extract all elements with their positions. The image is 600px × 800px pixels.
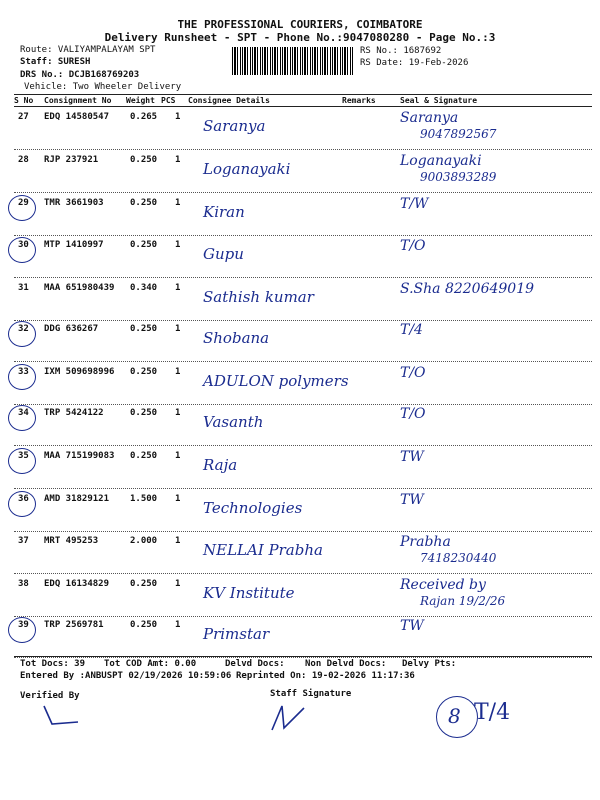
- row-weight: 0.250: [130, 367, 158, 377]
- row-sno: 31: [18, 283, 29, 293]
- row-consignee: ADULON polymers: [203, 372, 349, 390]
- row-sno: 38: [18, 579, 29, 589]
- row-signature: T/4: [400, 322, 423, 338]
- row-consignment: EDQ 16134829: [44, 579, 110, 589]
- tot-docs: Tot Docs: 39: [20, 659, 86, 669]
- row-divider: [14, 445, 592, 446]
- col-sno: S No: [14, 96, 34, 105]
- row-signature: Received by: [400, 577, 486, 593]
- row-consignment: EDQ 14580547: [44, 112, 110, 122]
- row-weight: 0.250: [130, 155, 158, 165]
- row-consignment: TRP 5424122: [44, 408, 104, 418]
- row-pcs: 1: [175, 579, 181, 589]
- row-signature: Prabha: [400, 534, 451, 550]
- company-title: THE PROFESSIONAL COURIERS, COIMBATORE: [177, 18, 423, 31]
- col-consignment: Consignment No: [44, 96, 112, 105]
- row-consignment: TMR 3661903: [44, 198, 104, 208]
- row-divider: [14, 616, 592, 617]
- col-weight: Weight: [126, 96, 155, 105]
- row-signature-note: 9003893289: [420, 170, 497, 184]
- row-weight: 0.250: [130, 620, 158, 630]
- row-sno: 34: [18, 408, 29, 418]
- row-weight: 0.340: [130, 283, 158, 293]
- row-sno: 36: [18, 494, 29, 504]
- row-consignee: NELLAI Prabha: [203, 541, 323, 559]
- row-pcs: 1: [175, 198, 181, 208]
- row-sno: 39: [18, 620, 29, 630]
- verified-by-label: Verified By: [20, 691, 80, 701]
- row-weight: 0.265: [130, 112, 158, 122]
- row-consignment: RJP 237921: [44, 155, 99, 165]
- row-divider: [14, 235, 592, 236]
- row-consignee: Kiran: [203, 203, 245, 221]
- row-divider: [14, 657, 592, 658]
- row-signature-note: 7418230440: [420, 551, 497, 565]
- row-weight: 0.250: [130, 408, 158, 418]
- row-divider: [14, 404, 592, 405]
- rs-date-label: RS Date: 19-Feb-2026: [360, 58, 469, 68]
- drs-label: DRS No.: DCJB168769203: [20, 70, 140, 80]
- row-consignee: Gupu: [203, 245, 244, 263]
- row-divider: [14, 320, 592, 321]
- delvd-docs: Delvd Docs:: [225, 659, 285, 669]
- row-divider: [14, 573, 592, 574]
- row-weight: 0.250: [130, 240, 158, 250]
- row-signature: T/O: [400, 238, 426, 254]
- row-sno: 35: [18, 451, 29, 461]
- row-consignment: AMD 31829121: [44, 494, 110, 504]
- row-signature: TW: [400, 449, 424, 465]
- runsheet-subtitle: Delivery Runsheet - SPT - Phone No.:9047080280 - Page No.:3: [104, 31, 496, 44]
- row-consignee: Technologies: [203, 499, 303, 517]
- row-pcs: 1: [175, 283, 181, 293]
- row-sno: 32: [18, 324, 29, 334]
- row-consignee: Vasanth: [203, 413, 264, 431]
- row-consignment: DDG 636267: [44, 324, 99, 334]
- col-pcs: PCS: [161, 96, 176, 105]
- row-divider: [14, 488, 592, 489]
- row-sno: 30: [18, 240, 29, 250]
- staff-signature: [264, 700, 314, 736]
- barcode: [232, 47, 354, 75]
- row-pcs: 1: [175, 324, 181, 334]
- row-weight: 0.250: [130, 579, 158, 589]
- row-sno: 28: [18, 155, 29, 165]
- row-signature: Saranya: [400, 110, 459, 126]
- col-seal: Seal & Signature: [400, 96, 478, 105]
- col-consignee: Consignee Details: [188, 96, 270, 105]
- row-weight: 0.250: [130, 324, 158, 334]
- entered-by: Entered By :ANBUSPT 02/19/2026 10:59:06: [20, 671, 232, 681]
- row-pcs: 1: [175, 367, 181, 377]
- row-pcs: 1: [175, 620, 181, 630]
- row-signature-note: 9047892567: [420, 127, 497, 141]
- route-label: Route: VALIYAMPALAYAM SPT: [20, 45, 156, 55]
- rs-no-label: RS No.: 1687692: [360, 46, 442, 56]
- row-consignee: Loganayaki: [203, 160, 291, 178]
- tally-count: 8: [448, 704, 461, 728]
- row-divider: [14, 192, 592, 193]
- row-pcs: 1: [175, 112, 181, 122]
- row-signature-note: Rajan 19/2/26: [420, 594, 506, 608]
- row-divider: [14, 531, 592, 532]
- delvy-pts: Delvy Pts:: [402, 659, 457, 669]
- row-divider: [14, 149, 592, 150]
- row-weight: 0.250: [130, 451, 158, 461]
- row-pcs: 1: [175, 536, 181, 546]
- row-signature: T/O: [400, 365, 426, 381]
- row-consignment: MAA 715199083: [44, 451, 115, 461]
- row-consignment: TRP 2569781: [44, 620, 104, 630]
- row-pcs: 1: [175, 155, 181, 165]
- row-sno: 37: [18, 536, 29, 546]
- staff-label: Staff: SURESH: [20, 57, 91, 67]
- row-signature: Loganayaki: [400, 153, 482, 169]
- tally-mark: T/4: [474, 700, 511, 725]
- non-delvd-docs: Non Delvd Docs:: [305, 659, 387, 669]
- row-sno: 27: [18, 112, 29, 122]
- row-consignee: KV Institute: [203, 584, 295, 602]
- row-sno: 33: [18, 367, 29, 377]
- row-weight: 1.500: [130, 494, 158, 504]
- row-signature: T/W: [400, 196, 429, 212]
- row-consignment: MTP 1410997: [44, 240, 104, 250]
- staff-signature-label: Staff Signature: [270, 689, 352, 699]
- row-divider: [14, 361, 592, 362]
- row-consignee: Shobana: [203, 329, 270, 347]
- row-consignee: Sathish kumar: [203, 288, 314, 306]
- row-divider: [14, 277, 592, 278]
- row-consignment: IXM 509698996: [44, 367, 115, 377]
- row-signature: S.Sha 8220649019: [400, 281, 535, 297]
- row-consignee: Raja: [203, 456, 238, 474]
- row-consignee: Primstar: [203, 625, 270, 643]
- row-pcs: 1: [175, 240, 181, 250]
- row-consignment: MRT 495253: [44, 536, 99, 546]
- row-pcs: 1: [175, 451, 181, 461]
- reprinted-on: Reprinted On: 19-02-2026 11:17:36: [236, 671, 415, 681]
- tot-cod: Tot COD Amt: 0.00: [104, 659, 197, 669]
- row-pcs: 1: [175, 408, 181, 418]
- col-remarks: Remarks: [342, 96, 376, 105]
- row-consignee: Saranya: [203, 117, 266, 135]
- row-pcs: 1: [175, 494, 181, 504]
- vehicle-label: Vehicle: Two Wheeler Delivery: [24, 82, 182, 92]
- verified-signature: [38, 702, 88, 730]
- row-weight: 0.250: [130, 198, 158, 208]
- row-signature: TW: [400, 492, 424, 508]
- row-signature: TW: [400, 618, 424, 634]
- row-weight: 2.000: [130, 536, 158, 546]
- row-signature: T/O: [400, 406, 426, 422]
- row-sno: 29: [18, 198, 29, 208]
- row-consignment: MAA 651980439: [44, 283, 115, 293]
